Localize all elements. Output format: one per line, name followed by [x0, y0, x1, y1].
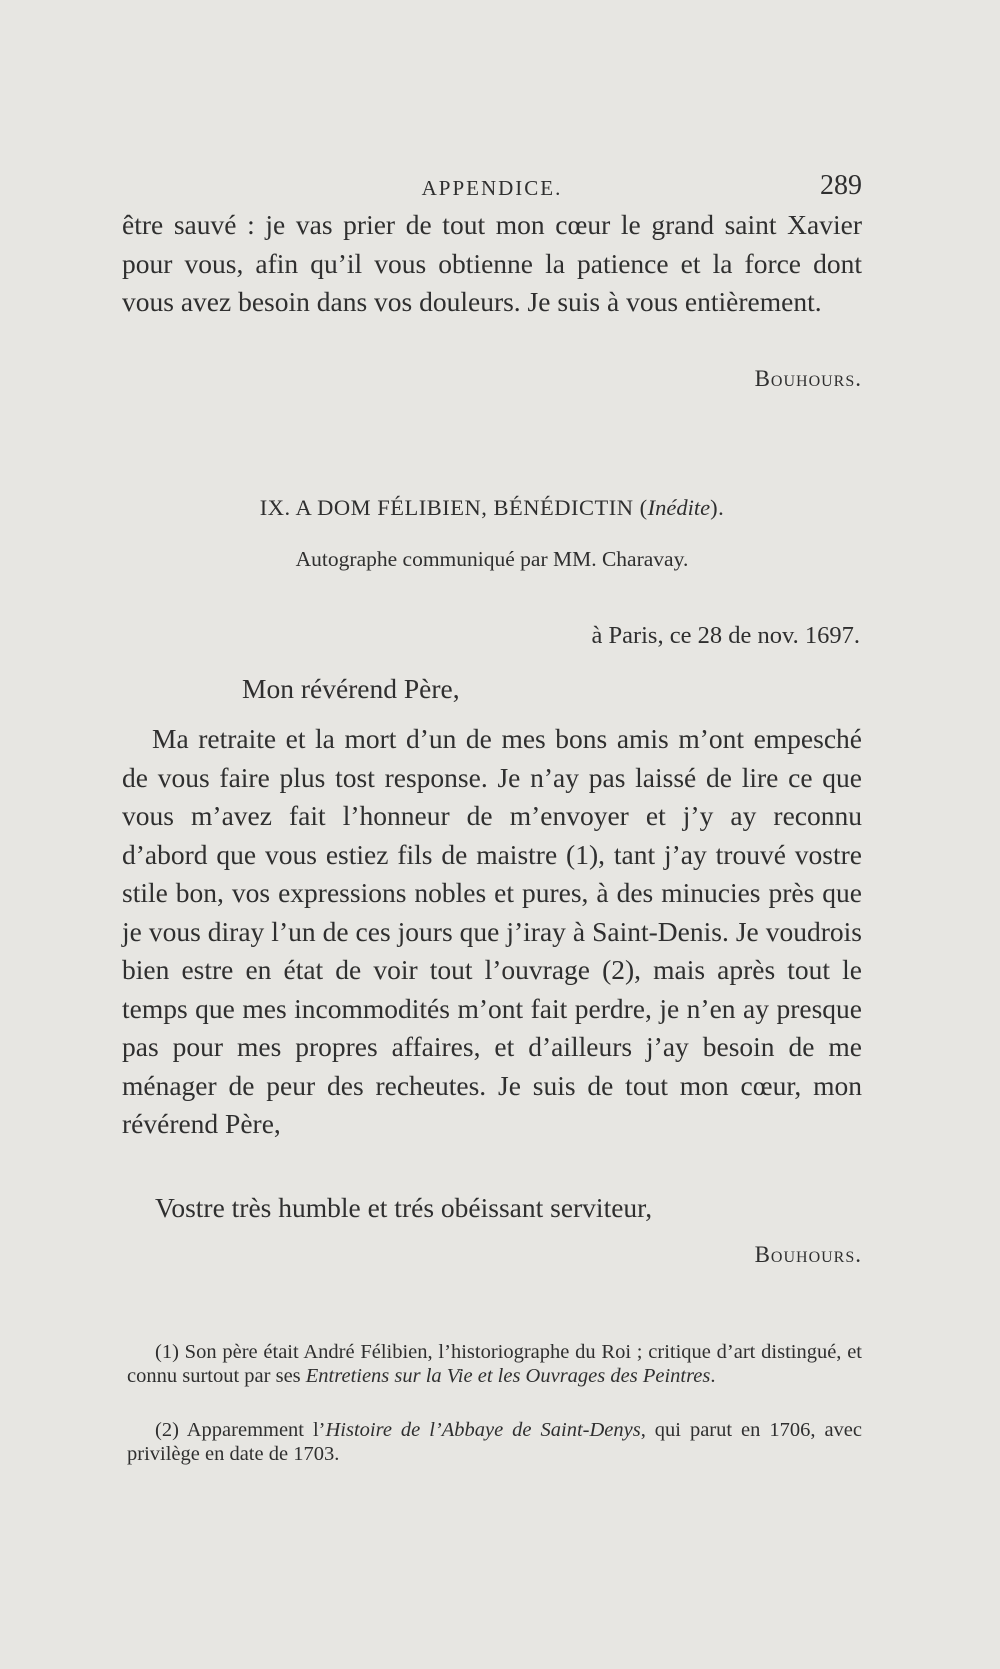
- running-head-title: APPENDICE.: [421, 176, 563, 200]
- footnote-2: [127, 1418, 862, 1466]
- closing: Vostre très humble et trés obéissant serviteur,: [155, 1192, 653, 1223]
- continuation-paragraph: être sauvé : je vas prier de tout mon cœur le grand saint Xavier pour vous, afin qu’il vous obtienne la patience et la force dont vous avez besoin dans vos douleurs. Je suis à vous entièrement.: [122, 209, 862, 317]
- footnote-2-italic: Histoire de l’Abbaye de Saint-Denys: [325, 1419, 641, 1441]
- running-head: [122, 170, 862, 206]
- footnote-2-end: , qui parut en 1706, avec privilège en date de 1703.: [127, 1419, 863, 1465]
- footnote-1: [127, 1340, 862, 1388]
- letter-body: Ma retraite et la mort d’un de mes bons amis m’ont empesché de vous faire plus tost response. Je n’ay pas laissé de lire ce que vous m’avez fait l’honneur de m’envoyer et j’y ay reconnu d’abord que vous estiez fils de maistre (1), tant j’ay trouvé vostre stile bon, vos expressions nobles et pures, à des minucies près que je vous diray l’un de ces jours que j’iray à Saint-Denis. Je voudrois bien estre en état de voir tout l’ouvrage (2), mais après tout le temps que mes incommodités m’ont fait perdre, je n’en ay presque pas pour mes propres affaires, et d’ailleurs j’ay besoin de me ménager de peur des recheutes. Je suis de tout mon cœur, mon révérend Père,: [122, 723, 862, 1139]
- signature-1: Bouhours.: [754, 366, 862, 391]
- dateline: à Paris, ce 28 de nov. 1697.: [591, 622, 860, 649]
- salutation: Mon révérend Père,: [242, 673, 460, 704]
- footnote-1-text: Son père était André Félibien, l’historiographe du Roi ; critique d’art distingué, et connu surtout par ses: [127, 1341, 862, 1387]
- letter-heading-main: IX. A DOM FÉLIBIEN, BÉNÉDICTIN (: [259, 495, 648, 520]
- letter-heading-end: ).: [710, 495, 725, 520]
- footnote-2-text: Apparemment l’: [178, 1419, 326, 1441]
- footnote-1-end: .: [710, 1365, 716, 1387]
- footnote-1-mark: (1): [155, 1341, 179, 1363]
- footnote-1-italic: Entretiens sur la Vie et les Ouvrages des Peintres: [305, 1365, 711, 1387]
- letter-heading-italic: Inédite: [647, 495, 711, 520]
- letter-heading: [122, 495, 862, 521]
- signature-2: Bouhours.: [754, 1242, 862, 1267]
- letter-source: Autographe communiqué par MM. Charavay.: [295, 547, 689, 571]
- footnote-2-mark: (2): [155, 1419, 179, 1441]
- page-number: 289: [820, 170, 862, 201]
